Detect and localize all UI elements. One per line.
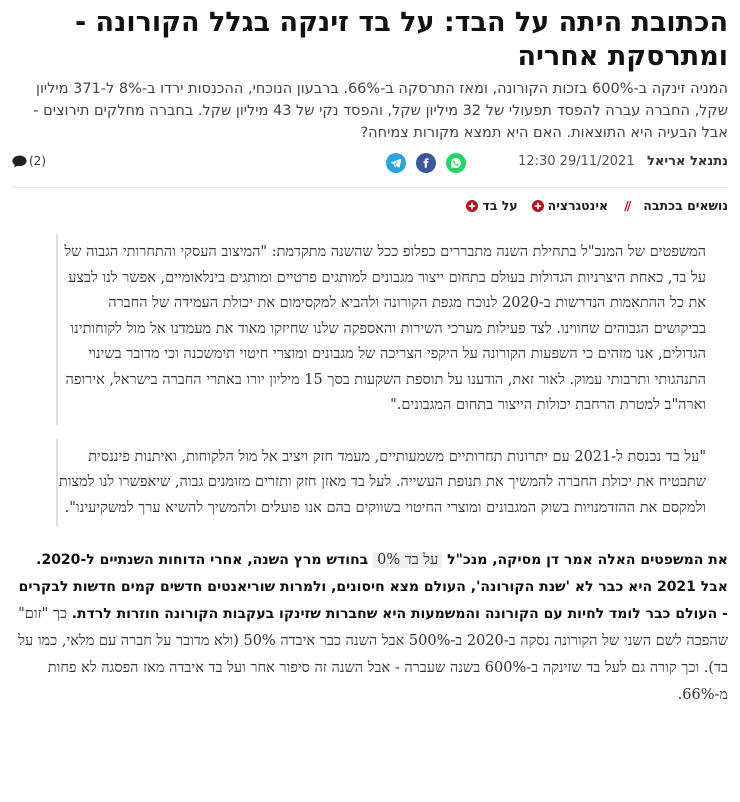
article-subtitle: המניה זינקה ב-600% בזכות הקורונה, ומאז התרסקה ב-66%. ברבעון הנוכחי, ההכנסות ירדו ב-8% ל-371 מיליון שקל, החברה עברה להפסד תפעולי של 32 מיליון שקל, והפסד נקי של 43 מיליון שקל. בחברה מחלקים תירוצים - אבל הבעיה היא התוצאות. האם היא תמצא מקורות צמיחה? (33, 81, 728, 141)
article-body (12, 234, 728, 709)
tag-label: אינטגרציה (547, 198, 609, 213)
article-headline: הכתובת היתה על הבד: על בד זינקה בגלל הקורונה - ומתרסקת אחריה (74, 7, 728, 72)
paragraph-rest: כך "זום" שהפכה לשם השני של הקורונה נסקה ב-2020 ב-500% אבל השנה כבר איבדה 50% (ולא מדובר על חברה עם מלאי, כמו על בד). וכך קורה גם לעל בד שזינקה ב-600% בשנה שעברה - אבל השנה זה סיפור אחר ועל בד איבדה מאז הפסגה לא פחות מ-66%. (18, 606, 728, 703)
bold-lead-2: בחודש מרץ השנה, אחרי הדוחות השנתיים ל-2020. אבל 2021 היא כבר לא 'שנת הקורונה', העולם מצא חיסונים, ולמרות שוריאנטים חדשים קמים חדשות לבקרים - העולם כבר לומד לחיות עם הקורונה והמשמעות היא שחברות שזינקו בעקבות הקורונה חוזרות לרדת. (18, 552, 728, 622)
tag-label: על בד (482, 198, 518, 213)
comments-link[interactable] (12, 154, 46, 168)
publish-datetime: 29/11/2021 12:30 (518, 154, 635, 169)
plus-icon (532, 200, 544, 212)
article-tags (466, 198, 728, 213)
plus-icon (466, 200, 478, 212)
whatsapp-icon[interactable] (446, 153, 466, 173)
facebook-icon[interactable] (416, 153, 436, 173)
share-buttons (386, 153, 466, 173)
author-name[interactable]: נתנאל אריאל (647, 154, 728, 169)
article-meta (12, 152, 728, 174)
tag-integration[interactable] (532, 198, 608, 213)
byline (518, 154, 728, 169)
meta-divider (12, 187, 728, 188)
blockquote-ceo-statement-2: "על בד נכנסת ל-2021 עם יתרונות תחרותיים משמעותיים, מעמד חזק ויציב אל מול הלקוחות, ואיתנות פיננסית שתבטיח את יכולת החברה להמשיך את תנופת העשייה. לעל בד מאזן חזק ותזרים מזומנים גבוה, שיאפשרו לנו למצות ולמקסם את ההזדמנויות בשוק המגבונים ומוצרי החיטוי בשווקים בהם אנו פועלים ולהמשיך להשיא ערך למשקיעינו". (56, 439, 720, 528)
bold-lead-1: את המשפטים האלה אמר דן מסיקה, מנכ"ל (442, 552, 728, 568)
tags-separator: // (624, 198, 630, 213)
separator-space (639, 154, 643, 169)
body-paragraph (12, 547, 728, 709)
tag-al-bad[interactable] (466, 198, 517, 213)
tags-label: נושאים בכתבה (643, 198, 728, 213)
telegram-icon[interactable] (386, 153, 406, 173)
blockquote-ceo-statement-1: המשפטים של המנכ"ל בתחילת השנה מתבררים כפלופ ככל שהשנה מתקדמת: "המיצוב העסקי והתחרותי הגבוה של על בד, כאחת היצרניות הגדולות בעולם בתחום ייצור מגבונים למותגים פרטיים ומותגים בינלאומיים, אפשר לנו לבצע את כל ההתאמות הנדרשות ב-2020 לנוכח מגפת הקורונה ולהביא למקסימום את יכולת העמידה של החברה בביקושים הגבוהים שחווינו. לצד פעילות מערכי השירות והאספקה שלנו שחיזקו מאוד את מעמדנו אל מול לקוחותינו הגדולים, אנו מזהים כי השפעות הקורונה על היקפי הצריכה של מגבונים ומוצרי חיטוי תימשכנה וכי מדובר בשינוי התנהגותי ותרבותי עמוק. לאור זאת, הודענו על תוספת השקעות בסך 15 מיליון יורו באתרי החברה בישראל, אירופה וארה"ב למטרת הרחבת יכולות הייצור בתחום המגבונים." (56, 234, 720, 425)
stock-ticker-link[interactable]: על בד 0% (373, 552, 442, 568)
comments-count: (2) (29, 154, 46, 168)
comment-bubble-icon (12, 155, 27, 168)
